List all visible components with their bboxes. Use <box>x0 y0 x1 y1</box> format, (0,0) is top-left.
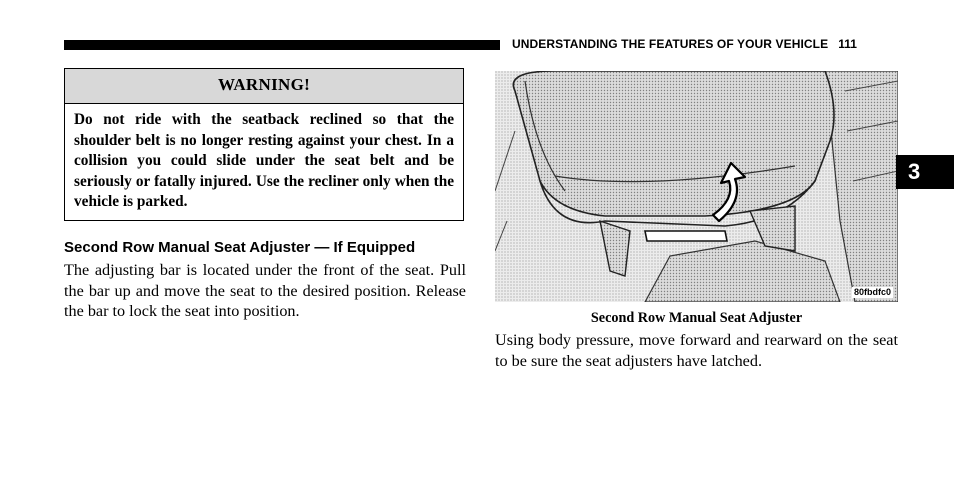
section-paragraph: The adjusting bar is located under the front of the seat. Pull the bar up and move the seat to the desired position. Release the bar to lock the seat into position. <box>64 261 466 320</box>
figure-caption: Second Row Manual Seat Adjuster <box>590 310 803 326</box>
warning-box <box>64 68 464 221</box>
section-heading: Second Row Manual Seat Adjuster — If Equipped <box>64 239 416 256</box>
page-number: 111 <box>838 37 857 51</box>
warning-title: WARNING! <box>65 69 463 104</box>
header-rule <box>64 40 500 50</box>
figure-code: 80fbdfc0 <box>853 287 891 297</box>
seat-adjuster-illustration <box>495 71 898 302</box>
latch-check-paragraph: Using body pressure, move forward and rearward on the seat to be sure the seat adjusters have latched. <box>495 331 898 370</box>
running-header <box>512 37 902 53</box>
chapter-tab: 3 <box>896 155 954 189</box>
warning-text: Do not ride with the seatback reclined so that the shoulder belt is no longer resting against your chest. In a collision you could slide under the seat belt and be seriously or fatally injured. Use the recliner only when the vehicle is parked. <box>74 111 454 211</box>
seat-cushion <box>513 71 834 216</box>
adjusting-bar <box>645 231 727 241</box>
running-title: UNDERSTANDING THE FEATURES OF YOUR VEHICLE <box>512 37 829 51</box>
seat-illustration-drawing <box>495 71 898 302</box>
